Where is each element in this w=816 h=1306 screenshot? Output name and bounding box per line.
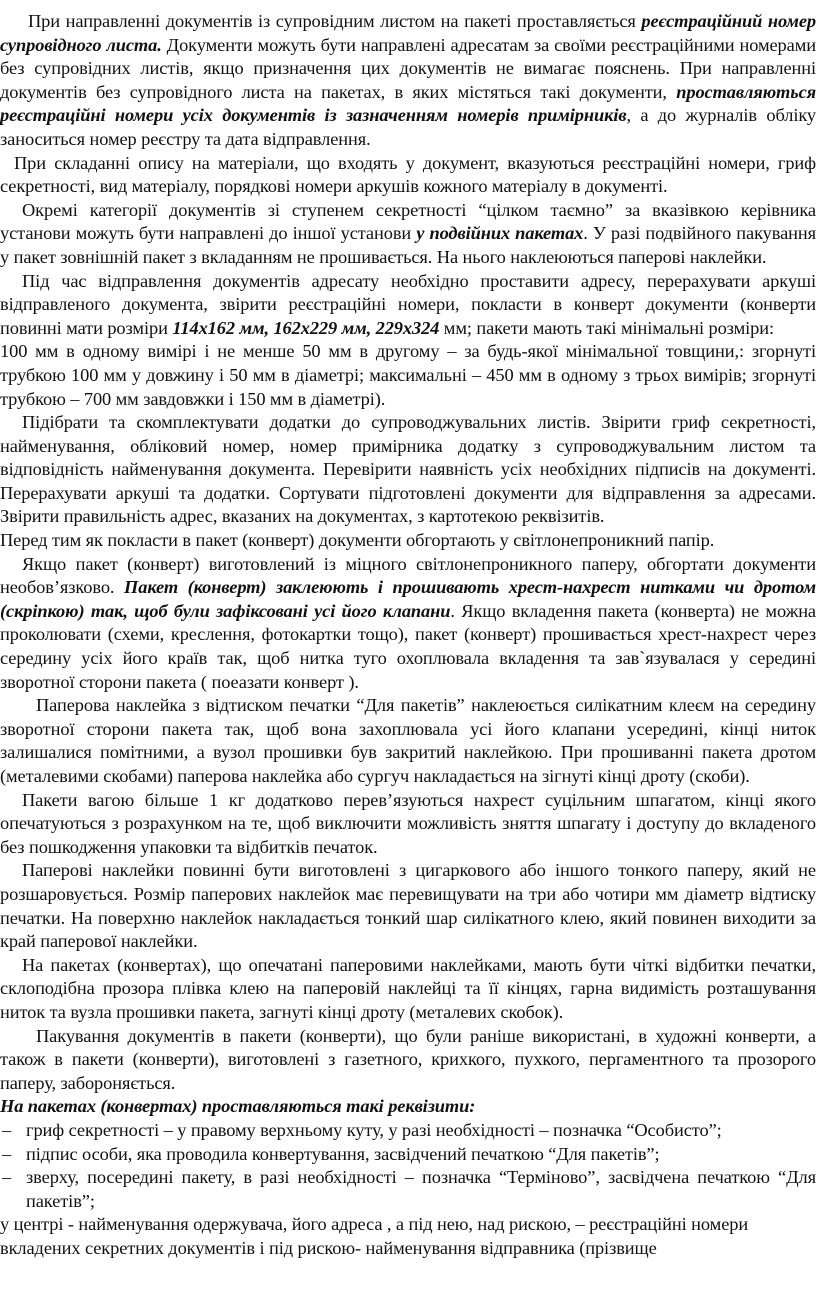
emphasized-text: у подвійних пакетах — [416, 223, 584, 244]
text-run: Підібрати та скомплектувати додатки до супроводжувальних листів. Звірити гриф секретності, найменування, обліковий номер, номер примірника додатку з супроводжувальним листом та відповідність найменування документа. Перевірити наявність усіх необхідних підписів на документі. Перерахувати аркуші та додатки. Сортувати підготовлені документи для відправлення за адресами. Звірити правильність адрес, вказаних на документах, з картотекою реквізитів. — [0, 412, 816, 527]
list-dash: – — [2, 1119, 12, 1140]
text-run: Пакети вагою більше 1 кг додатково перев’язуються нахрест суцільним шпагатом, кінці якого опечатуються з розрахунком на те, щоб виключити можливість зняття шпагату і доступу до вкладеного без пошкодження упаковки та відбитків печаток. — [0, 789, 816, 857]
paragraph — [0, 529, 816, 553]
text-run: При направленні документів із супровідним листом на пакеті проставляється — [28, 11, 642, 31]
text-run: мм; пакети мають такі мінімальні розміри: — [439, 317, 774, 338]
list-item-text: підпис особи, яка проводила конвертування, засвідчений печаткою “Для пакетів”; — [26, 1143, 660, 1164]
text-run: Під час відправлення документів адресату необхідно проставити адресу, перерахувати аркуші відправленого документа, звірити реєстраційні номери, покласти в конверт документи (конверти повинні мати розміри — [0, 270, 816, 338]
list-item-text: зверху, посередині пакету, в разі необхідності – позначка “Терміново”, засвідчена печаткою “Для пакетів”; — [26, 1167, 816, 1211]
text-run: 100 мм в одному вимірі і не менше 50 мм в другому – за будь-якої мінімальної товщини,: згорнуті трубкою 100 мм у довжину і 50 мм в діаметрі; максимальні – 450 мм в одному з трьох вимірів; згорнуті трубкою – 700 мм завдовжки і 150 мм в діаметрі). — [0, 341, 816, 409]
paragraph — [0, 152, 816, 199]
list-item — [0, 1119, 816, 1143]
text-run: Паперова наклейка з відтиском печатки “Для пакетів” наклеюється силікатним клеєм на середину зворотної сторони пакета так, щоб вона захоплювала усі його клапани усередині, кінці ниток залишалися помітними, а вузол прошивки був закритий наклейкою. При прошиванні пакета дротом (металевими скобами) паперова наклейка або сургуч накладається на зігнуті кінці дроту (скоби). — [0, 695, 816, 786]
list-item-text: гриф секретності – у правому верхньому куту, у разі необхідності – позначка “Особисто”; — [26, 1119, 722, 1140]
text-run: На пакетах (конвертах), що опечатані паперовими наклейками, мають бути чіткі відбитки печатки, склоподібна прозора плівка клею на паперовій наклейці та її кінцях, гарна видимість розташування ниток та вузла прошивки пакета, загнуті кінці дроту (металевих скобок). — [0, 954, 816, 1022]
paragraph — [0, 199, 816, 270]
document-body — [0, 10, 816, 1119]
emphasized-text: 114х162 мм, 162х229 мм, 229х324 — [172, 317, 440, 338]
emphasized-text: Пакет (конверт) заклеюють і прошивають хрест-нахрест нитками чи дротом (скріпкою) так, щоб були зафіксовані усі його клапани — [0, 577, 816, 621]
paragraph — [0, 789, 816, 860]
paragraph — [0, 270, 816, 341]
text-run: Окремі категорії документів зі ступенем секретності “цілком таємно” за вказівкою керівника установи можуть бути направлені до іншої установи — [0, 199, 816, 244]
final-paragraph: у центрі - найменування одержувача, його адреса , а під нею, над рискою, – реєстраційні номери вкладених секретних документів і під рискою- найменування відправника (прізвище — [0, 1214, 749, 1258]
list-item — [0, 1166, 816, 1213]
text-run: Документи можуть бути направлені адресатам за своїми реєстраційними номерами без супровідних листів, якщо призначення цих документів не вимагає пояснень. При направленні документів без супровідного листа на пакетах, в яких містяться такі документи, — [0, 34, 816, 102]
text-run: При складанні опису на матеріали, що входять у документ, вказуються реєстраційні номери, гриф секретності, вид матеріалу, порядкові номери аркушів кожного матеріалу в документі. — [0, 152, 816, 197]
text-run: Якщо пакет (конверт) виготовлений із міцного світлонепроникного паперу, обгортати документи необов’язково. — [0, 553, 816, 598]
paragraph — [0, 1025, 816, 1096]
paragraph — [0, 1095, 816, 1119]
list-dash: – — [2, 1167, 12, 1188]
paragraph — [0, 340, 816, 411]
text-run: , а до журналів обліку заноситься номер реєстру та дата відправлення. — [0, 105, 816, 149]
requisites-list — [0, 1119, 816, 1213]
list-dash: – — [2, 1143, 12, 1164]
paragraph — [0, 411, 816, 529]
paragraph — [0, 954, 816, 1025]
emphasized-text: реєстраційний номер супровідного листа. — [0, 11, 816, 55]
text-run: . Якщо вкладення пакета (конверта) не можна проколювати (схеми, креслення, фотокартки тощо), пакет (конверт) прошивається хрест-нахрест через середину усіх його країв так, щоб нитка туго охоплювала вкладення та зав`язувалася у середині зворотної сторони пакета ( поеазати конверт ). — [0, 600, 816, 692]
emphasized-text: На пакетах (конвертах) проставляються такі реквізити: — [0, 1096, 476, 1117]
paragraph — [0, 10, 816, 152]
text-run: Пакування документів в пакети (конверти), що були раніше використані, в художні конверти, а також в пакети (конверти), виготовлені з газетного, крихкого, пухкого, пергаментного та прозорого паперу, забороняється. — [0, 1025, 816, 1093]
text-run: Паперові наклейки повинні бути виготовлені з цигаркового або іншого тонкого паперу, який не розшаровується. Розмір паперових наклейок має перевищувати на три або чотири мм діаметр відтиску печатки. На поверхню наклейок накладається тонкий шар силікатного клею, який повинен виходити за край паперової наклейки. — [0, 860, 816, 952]
paragraph — [0, 859, 816, 953]
emphasized-text: проставляються реєстраційні номери усіх документів із зазначенням номерів примірників — [0, 81, 816, 126]
list-item — [0, 1143, 816, 1167]
paragraph — [0, 694, 816, 788]
text-run: Перед тим як покласти в пакет (конверт) документи обгортають у світлонепроникний папір. — [0, 530, 715, 551]
paragraph — [0, 553, 816, 695]
text-run: . У разі подвійного пакування у пакет зовнішній пакет з вкладанням не прошивається. На нього наклеюються паперові наклейки. — [0, 223, 816, 267]
